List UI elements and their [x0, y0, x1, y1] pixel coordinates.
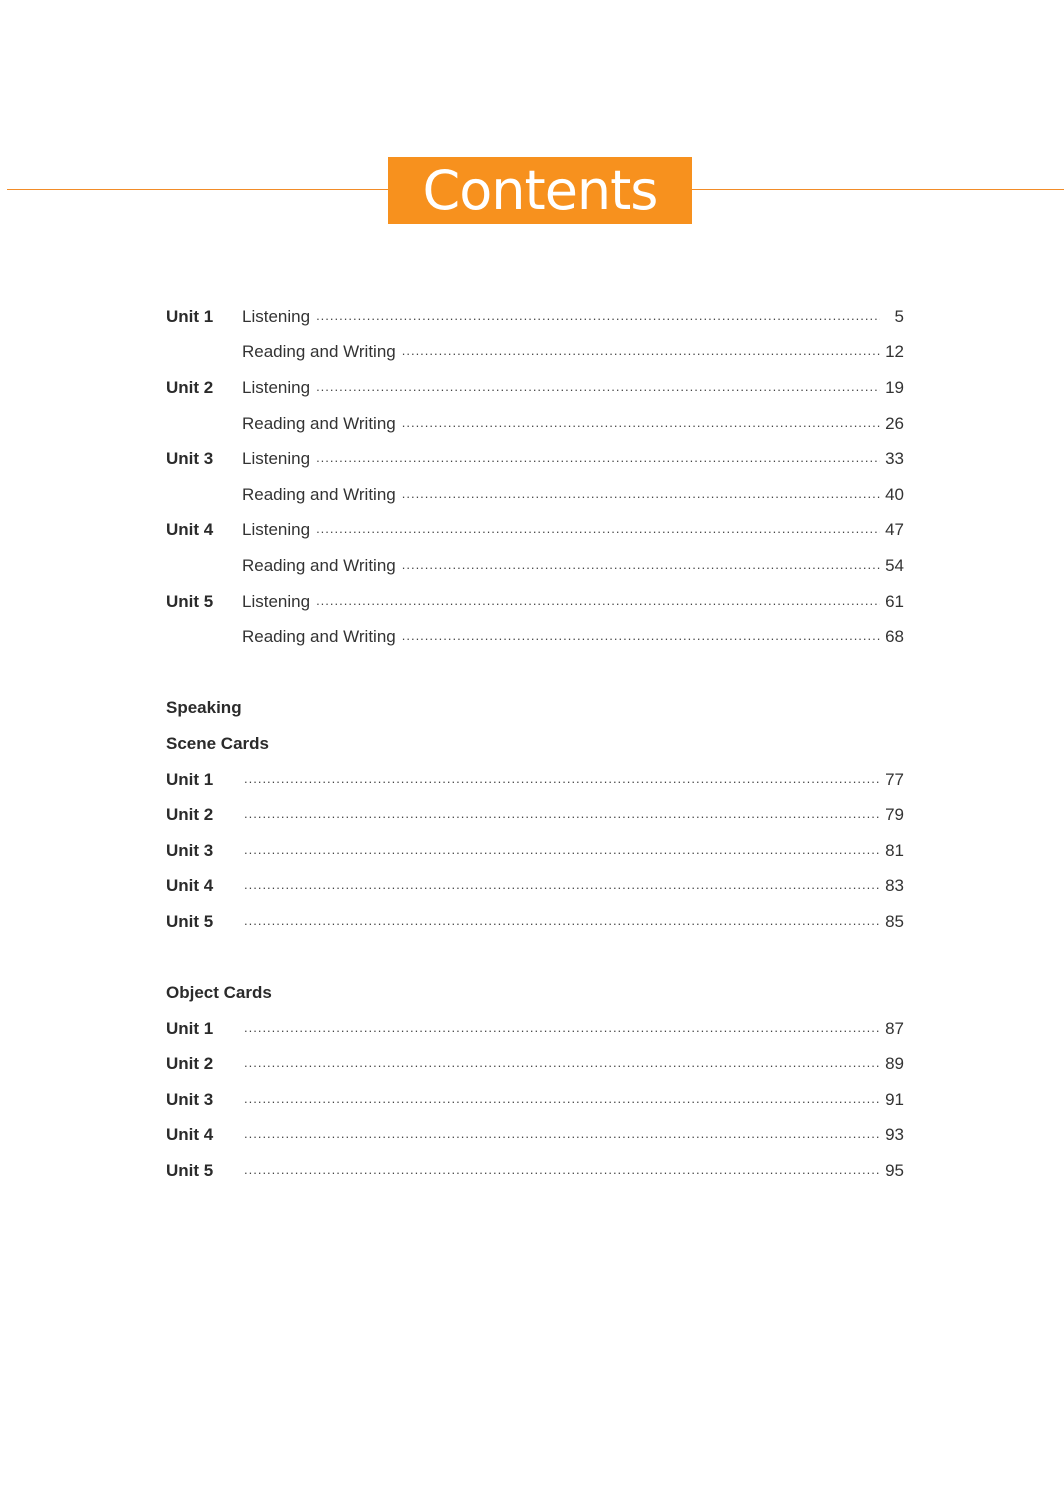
toc-entry-label: Reading and Writing: [242, 555, 396, 575]
toc-entry-label: Listening: [242, 306, 311, 326]
dot-leader: [244, 1020, 880, 1035]
toc-row[interactable]: [166, 335, 904, 371]
toc-page-number: 33: [885, 449, 904, 469]
toc-page-number: 81: [885, 840, 904, 860]
section-heading-speaking: Speaking: [166, 698, 242, 718]
toc-unit: Unit 2: [166, 377, 214, 397]
toc-page-number: 12: [885, 342, 904, 362]
table-of-contents: [166, 299, 904, 1189]
toc-entry-label: Reading and Writing: [242, 627, 396, 647]
toc-row[interactable]: [166, 406, 904, 442]
toc-entry-label: Reading and Writing: [242, 342, 396, 362]
spacer: [166, 940, 904, 976]
dot-leader: [244, 877, 880, 892]
toc-unit: Unit 4: [166, 876, 214, 896]
toc-row[interactable]: [166, 441, 904, 477]
toc-row[interactable]: [166, 584, 904, 620]
dot-leader: [402, 415, 880, 430]
toc-page-number: 77: [885, 769, 904, 789]
toc-row[interactable]: [166, 619, 904, 655]
dot-leader: [244, 842, 880, 857]
dot-leader: [316, 521, 880, 536]
toc-page-number: 91: [885, 1089, 904, 1109]
toc-page-number: 85: [885, 911, 904, 931]
toc-row[interactable]: [166, 548, 904, 584]
toc-row[interactable]: [166, 513, 904, 549]
toc-unit: Unit 2: [166, 1054, 214, 1074]
toc-unit: Unit 4: [166, 1125, 214, 1145]
toc-entry-label: Reading and Writing: [242, 413, 396, 433]
toc-row[interactable]: [166, 1118, 904, 1154]
dot-leader: [316, 379, 880, 394]
toc-unit: Unit 1: [166, 306, 214, 326]
toc-page-number: 95: [885, 1161, 904, 1181]
dot-leader: [402, 486, 880, 501]
page-title: Contents: [388, 157, 692, 224]
toc-row[interactable]: [166, 904, 904, 940]
toc-unit: Unit 3: [166, 1089, 214, 1109]
toc-unit: Unit 5: [166, 1161, 214, 1181]
toc-row[interactable]: [166, 477, 904, 513]
toc-page-number: 61: [885, 591, 904, 611]
toc-entry-label: Listening: [242, 449, 311, 469]
toc-page-number: 47: [885, 520, 904, 540]
toc-row[interactable]: [166, 762, 904, 798]
toc-row[interactable]: [166, 1046, 904, 1082]
dot-leader: [244, 1091, 880, 1106]
dot-leader: [244, 1126, 880, 1141]
toc-page-number: 26: [885, 413, 904, 433]
toc-row[interactable]: [166, 797, 904, 833]
toc-page-number: 19: [885, 377, 904, 397]
dot-leader: [402, 557, 880, 572]
toc-row[interactable]: [166, 833, 904, 869]
dot-leader: [244, 771, 880, 786]
toc-page-number: 93: [885, 1125, 904, 1145]
toc-entry-label: Listening: [242, 377, 311, 397]
toc-page-number: 40: [885, 484, 904, 504]
toc-page-number: 54: [885, 555, 904, 575]
toc-unit: Unit 5: [166, 911, 214, 931]
toc-row[interactable]: [166, 1082, 904, 1118]
dot-leader: [244, 806, 880, 821]
toc-row[interactable]: [166, 370, 904, 406]
toc-row[interactable]: [166, 869, 904, 905]
toc-row[interactable]: [166, 1153, 904, 1189]
dot-leader: [316, 450, 880, 465]
toc-entry-label: Listening: [242, 520, 311, 540]
toc-entry-label: Reading and Writing: [242, 484, 396, 504]
dot-leader: [244, 1162, 880, 1177]
toc-row[interactable]: [166, 1011, 904, 1047]
dot-leader: [244, 913, 880, 928]
toc-unit: Unit 5: [166, 591, 214, 611]
toc-unit: Unit 3: [166, 840, 214, 860]
toc-page-number: 79: [885, 805, 904, 825]
toc-unit: Unit 2: [166, 805, 214, 825]
dot-leader: [402, 628, 880, 643]
toc-page-number: 68: [885, 627, 904, 647]
toc-entry-label: Listening: [242, 591, 311, 611]
dot-leader: [244, 1055, 880, 1070]
spacer: [166, 655, 904, 691]
toc-page-number: 87: [885, 1018, 904, 1038]
dot-leader: [316, 593, 880, 608]
toc-unit: Unit 1: [166, 769, 214, 789]
toc-unit: Unit 4: [166, 520, 214, 540]
toc-page-number: 5: [894, 306, 904, 326]
toc-unit: Unit 1: [166, 1018, 214, 1038]
section-heading-object-cards: Object Cards: [166, 983, 272, 1003]
toc-row[interactable]: [166, 299, 904, 335]
toc-page-number: 89: [885, 1054, 904, 1074]
toc-unit: Unit 3: [166, 449, 214, 469]
toc-page-number: 83: [885, 876, 904, 896]
section-heading-scene-cards: Scene Cards: [166, 733, 269, 753]
dot-leader: [402, 343, 880, 358]
dot-leader: [316, 308, 880, 323]
